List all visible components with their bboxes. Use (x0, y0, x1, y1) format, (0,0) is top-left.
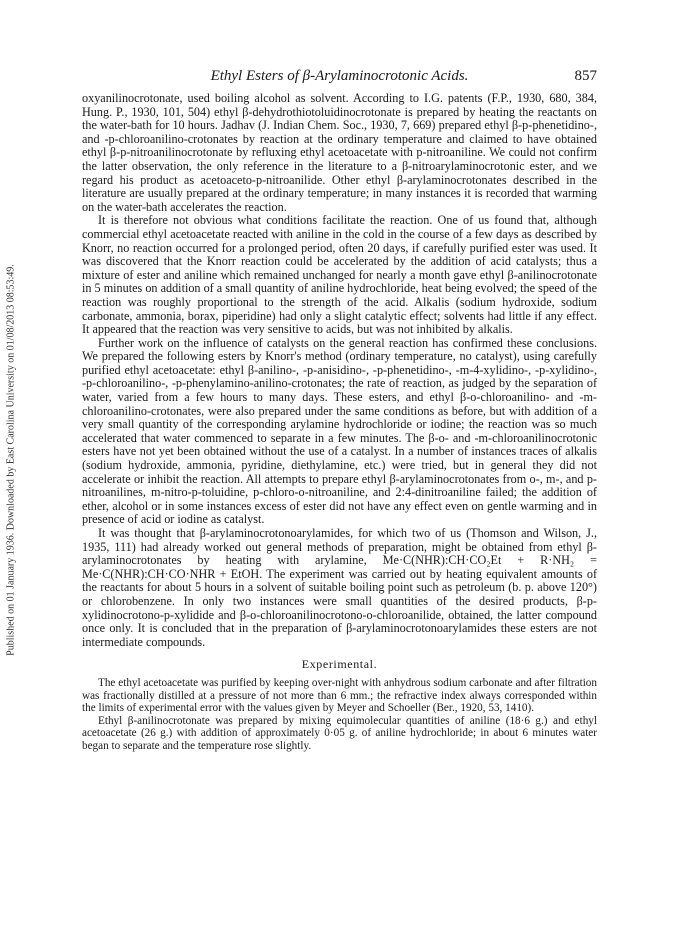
section-heading: Experimental. (301, 657, 378, 672)
paper-page (82, 68, 597, 752)
body-paragraph: It is therefore not obvious what conditions facilitate the reaction. One of us found that, although commercial ethyl acetoacetate reacted with aniline in the cold in the course of a few days as described by Knorr, no reaction occurred for a prolonged period, often 20 days, if carefully purified ester was used. It was discovered that the Knorr reaction could be accelerated by the addition of acid catalysts; thus a mixture of ester and aniline which remained unchanged for nearly a month gave ethyl β-anilinocrotonate in 5 minutes on addition of a small quantity of aniline hydrochloride, heat being evolved; the speed of the reaction was roughly proportional to the strength of the acid. Alkalis (sodium hydroxide, sodium carbonate, ammonia, borax, piperidine) had only a slight catalytic effect; solvents had little if any effect. It appeared that the reaction was very sensitive to acids, but was not inhibited by alkalis. (82, 213, 597, 337)
running-title: Ethyl Esters of β-Arylaminocrotonic Acids. (210, 68, 469, 84)
page-number: 857 (574, 68, 597, 84)
download-watermark (4, 180, 18, 740)
experimental-paragraph: The ethyl acetoacetate was purified by keeping over-night with anhydrous sodium carbonate and after filtration was fractionally distilled at a pressure of not more than 6 mm.; the refractive index always corresponded within the limits of experimental error with the values given by Meyer and Schoeller (Ber., 1920, 53, 1410). (82, 677, 597, 715)
running-header (82, 68, 597, 90)
body-paragraph: It was thought that β-arylaminocrotonoarylamides, for which two of us (Thomson and Wilson, J., 1935, 111) had already worked out general methods of preparation, might be obtained from ethyl β-arylaminocrotonates by heating with arylamine, Me·C(NHR):CH·CO₂Et + R·NH₂ = Me·C(NHR):CH·CO·NHR + EtOH. The experiment was carried out by heating equivalent amounts of the reactants for about 5 hours in a solvent of suitable boiling point such as petroleum (b. p. above 120°) or chlorobenzene. In only two instances were small quantities of the desired products, β-p-xylidinocrotono-p-xylidide and β-o-chloroanilinocrotono-o-chloroanilide, obtained, the latter compound once only. It is concluded that in the preparation of β-arylaminocrotonoarylamides these esters are not intermediate compounds. (82, 526, 597, 649)
body-paragraph: oxyanilinocrotonate, used boiling alcohol as solvent. According to I.G. patents (F.P., 1930, 680, 384, Hung. P., 1930, 101, 504) ethyl β-dehydrothiotoluidinocrotonate is prepared by heating the reactants on the water-bath for 10 hours. Jadhav (J. Indian Chem. Soc., 1930, 7, 669) prepared ethyl β-p-phenetidino-, and -p-chloroanilino-crotonates by reaction at the ordinary temperature and claimed to have obtained ethyl β-p-nitroanilinocrotonate by refluxing ethyl acetoacetate with p-nitroaniline. We could not confirm the latter observation, the only reference in the literature to a β-nitroarylaminocrotonic ester, and we regard his product as acetoaceto-p-nitroanilide. Other ethyl β-arylaminocrotonates described in the literature are usually prepared at the ordinary temperature; in many instances it is recorded that warming on the water-bath accelerates the reaction. (82, 91, 597, 214)
download-watermark-text: Published on 01 January 1936. Downloaded by East Carolina University on 01/08/2013 08:53:49. (5, 264, 17, 656)
body-paragraph: Further work on the influence of catalysts on the general reaction has confirmed these conclusions. We prepared the following esters by Knorr's method (ordinary temperature, no catalyst), using carefully purified ethyl acetoacetate: ethyl β-anilino-, -p-anisidino-, -p-phenetidino-, -m-4-xylidino-, -p-xylidino-, -p-chloroanilino-, -p-phenylamino-anilino-crotonates; the rate of reaction, as judged by the separation of water, varied from a few hours to many days. These esters, and ethyl β-o-chloroanilino- and -m-chloroanilino-crotonates, were also prepared under the same conditions as before, but with addition of a very small quantity of the corresponding arylamine hydrochloride or iodine; the reaction was so much accelerated that water commenced to separate in a few minutes. The β-o- and -m-chloroanilinocrotonic esters have not yet been obtained without the use of a catalyst. In a number of instances traces of alkalis (sodium hydroxide, ammonia, pyridine, diethylamine, etc.) were tried, but in general they did not accelerate or inhibit the reaction. All attempts to prepare ethyl β-arylaminocrotonates from o-, m-, and p-nitroanilines, m-nitro-p-toluidine, p-chloro-o-nitroaniline, and 2:4-dinitroaniline failed; the addition of ether, alcohol or in some instances excess of ester did not have any effect even on gentle warming and in presence of acid or iodine as catalyst. (82, 335, 597, 527)
experimental-paragraph: Ethyl β-anilinocrotonate was prepared by mixing equimolecular quantities of aniline (18·6 g.) and ethyl acetoacetate (26 g.) with addition of approximately 0·05 g. of aniline hydrochloride; in about 6 minutes water began to separate and the temperature rose slightly. (82, 714, 597, 752)
experimental-section (82, 677, 597, 752)
